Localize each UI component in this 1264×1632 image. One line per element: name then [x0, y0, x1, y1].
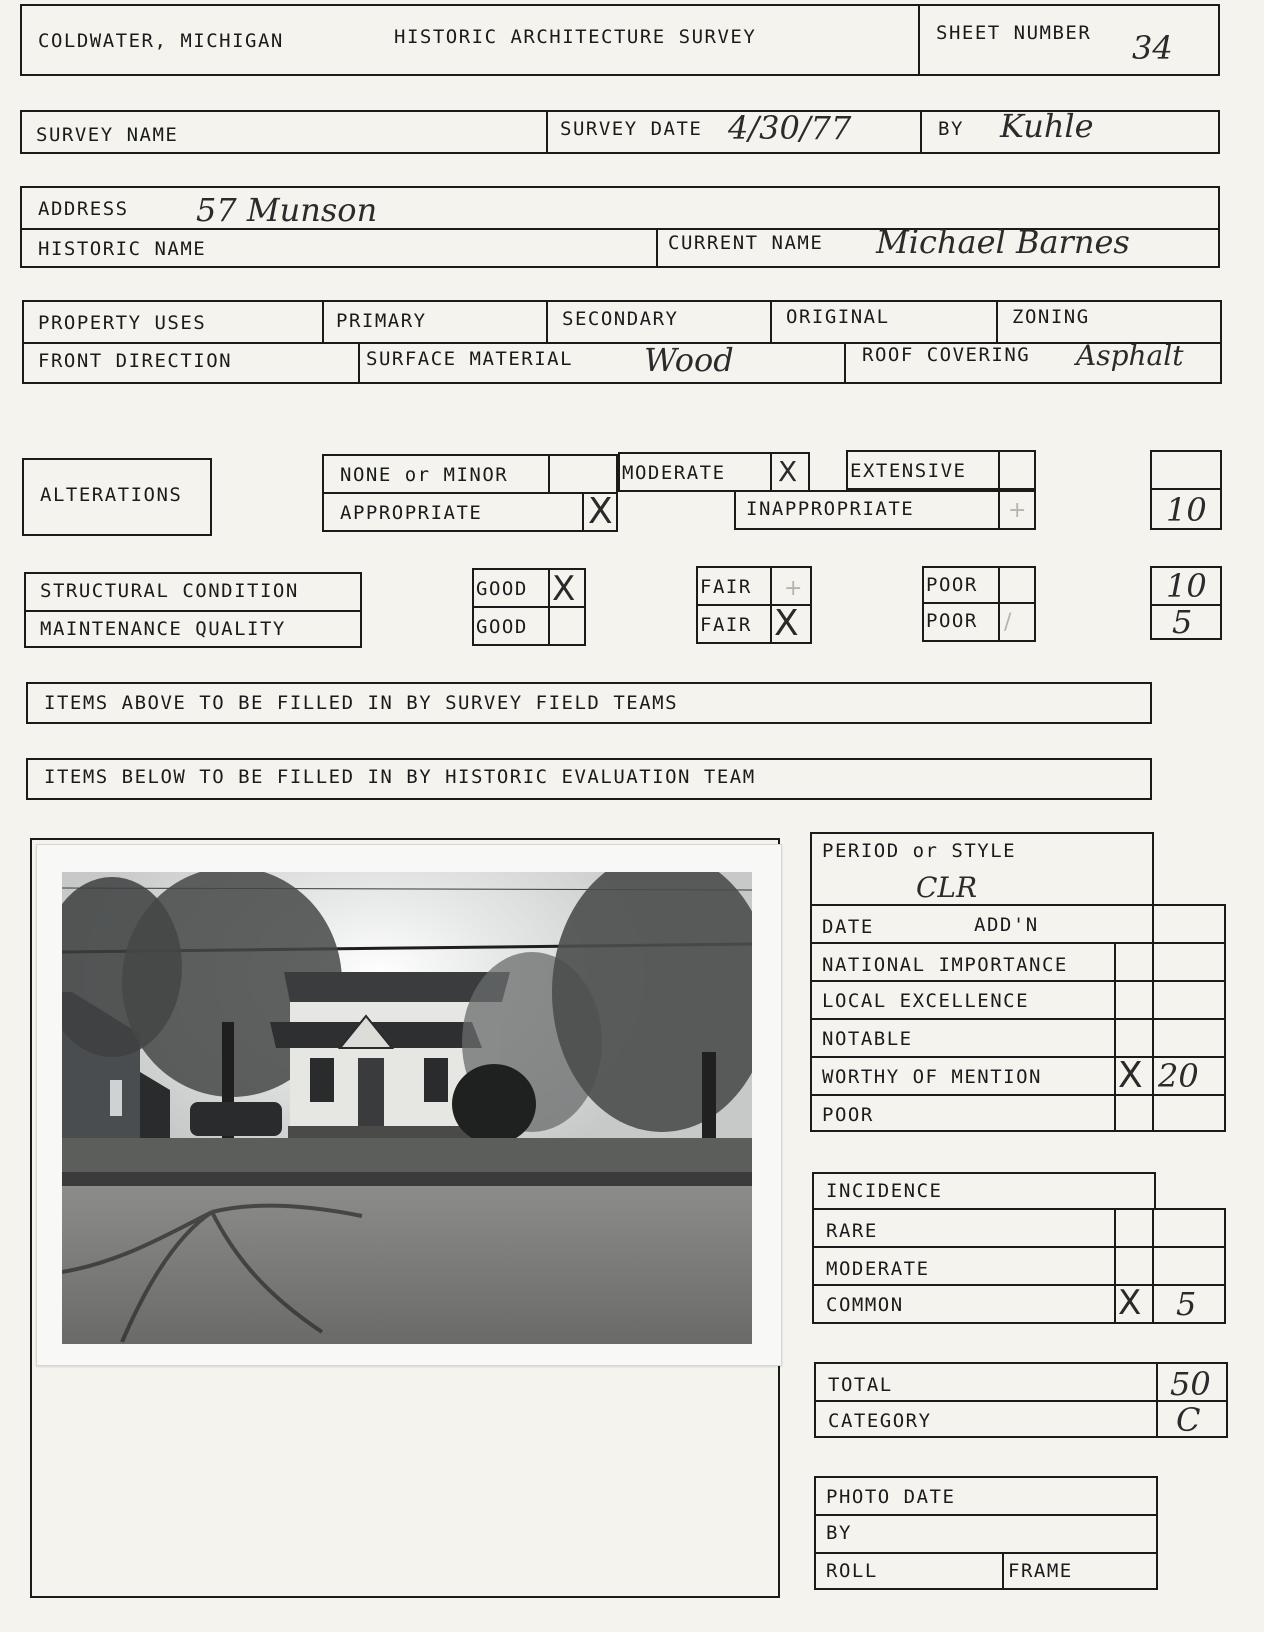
fair-structural-faint-mark: +	[784, 576, 803, 601]
structural-score: 10	[1166, 567, 1207, 605]
good-check-div	[548, 568, 550, 644]
incidence-label: INCIDENCE	[826, 1180, 943, 1202]
roof-covering-value: Asphalt	[1076, 339, 1184, 372]
survey-title: HISTORIC ARCHITECTURE SURVEY	[394, 26, 757, 48]
survey-name-label: SURVEY NAME	[36, 124, 179, 146]
fair-structural-label: FAIR	[700, 576, 752, 598]
moderate-check-div	[770, 452, 772, 490]
worthy-of-mention-label: WORTHY OF MENTION	[822, 1066, 1042, 1088]
eval-check-div	[1114, 942, 1116, 1130]
property-div-3	[770, 300, 772, 342]
property-div-6	[844, 342, 846, 382]
common-label: COMMON	[826, 1294, 904, 1316]
survey-divider-2	[920, 110, 922, 152]
eval-line-2	[810, 980, 1226, 982]
secondary-label: SECONDARY	[562, 308, 679, 330]
moderate-check: X	[778, 455, 798, 488]
property-div-2	[546, 300, 548, 342]
fair-check-div	[770, 566, 772, 642]
current-name-label: CURRENT NAME	[668, 232, 824, 254]
photo-by-label: BY	[826, 1522, 852, 1544]
appropriate-label: APPROPRIATE	[340, 502, 483, 524]
alterations-none-check-div	[548, 454, 550, 492]
zoning-label: ZONING	[1012, 306, 1090, 328]
survey-by-label: BY	[938, 118, 964, 140]
address-label: ADDRESS	[38, 198, 129, 220]
alterations-score: 10	[1166, 491, 1207, 529]
poor-maintenance-label: POOR	[926, 610, 978, 632]
good-structural-label: GOOD	[476, 578, 528, 600]
maintenance-fair-check: X	[774, 603, 799, 644]
alterations-score-mid	[1150, 488, 1222, 490]
survey-divider-1	[546, 110, 548, 152]
moderate-label: MODERATE	[622, 462, 726, 484]
address-value: 57 Munson	[196, 191, 378, 229]
house-photo-illustration	[62, 872, 752, 1344]
period-style-value: CLR	[916, 871, 978, 904]
poor-structural-label: POOR	[926, 574, 978, 596]
city-title: COLDWATER, MICHIGAN	[38, 30, 284, 52]
eval-line-1	[810, 942, 1226, 944]
alterations-label: ALTERATIONS	[40, 484, 183, 506]
photo-info-frame-div	[1002, 1552, 1004, 1588]
survey-by-value: Kuhle	[1000, 107, 1094, 145]
totals-mid	[814, 1400, 1228, 1402]
category-value: C	[1176, 1401, 1201, 1439]
current-name-value: Michael Barnes	[876, 223, 1130, 261]
inappropriate-label: INAPPROPRIATE	[746, 498, 915, 520]
totals-div	[1156, 1362, 1158, 1436]
incidence-score-div	[1152, 1208, 1154, 1322]
surface-material-value: Wood	[644, 341, 734, 379]
poor-mid	[922, 602, 1036, 604]
front-direction-label: FRONT DIRECTION	[38, 350, 233, 372]
maintenance-quality-label: MAINTENANCE QUALITY	[40, 618, 286, 640]
worthy-of-mention-score: 20	[1158, 1057, 1199, 1095]
roof-covering-label: ROOF COVERING	[862, 344, 1031, 366]
common-check: X	[1118, 1283, 1142, 1323]
local-excellence-label: LOCAL EXCELLENCE	[822, 990, 1030, 1012]
incidence-line-2	[812, 1284, 1226, 1286]
sheet-number-label: SHEET NUMBER	[936, 22, 1092, 44]
surface-material-label: SURFACE MATERIAL	[366, 348, 574, 370]
property-div-4	[996, 300, 998, 342]
poor-maintenance-faint-mark: /	[1004, 610, 1012, 635]
eval-line-3	[810, 1018, 1226, 1020]
property-uses-label: PROPERTY USES	[38, 312, 207, 334]
rare-label: RARE	[826, 1220, 878, 1242]
maintenance-score: 5	[1172, 603, 1193, 641]
alterations-appr-check-div	[582, 492, 584, 530]
property-div-5	[358, 342, 360, 382]
photo-date-label: PHOTO DATE	[826, 1486, 956, 1508]
eval-poor-label: POOR	[822, 1104, 874, 1126]
eval-date-label: DATE	[822, 916, 874, 938]
structural-condition-label: STRUCTURAL CONDITION	[40, 580, 299, 602]
original-label: ORIGINAL	[786, 306, 890, 328]
total-value: 50	[1170, 1365, 1211, 1403]
incidence-check-div	[1114, 1208, 1116, 1322]
condition-label-mid	[24, 610, 362, 612]
national-importance-label: NATIONAL IMPORTANCE	[822, 954, 1068, 976]
incidence-line-1	[812, 1246, 1226, 1248]
photo-info-line-2	[814, 1552, 1158, 1554]
sheet-number-value: 34	[1132, 29, 1173, 67]
note-below: ITEMS BELOW TO BE FILLED IN BY HISTORIC EVALUATION TEAM	[44, 766, 756, 788]
eval-score-div	[1152, 904, 1154, 1130]
notable-label: NOTABLE	[822, 1028, 913, 1050]
appropriate-check: X	[588, 491, 613, 532]
incidence-moderate-label: MODERATE	[826, 1258, 930, 1280]
frame-label: FRAME	[1008, 1560, 1073, 1582]
extensive-label: EXTENSIVE	[850, 460, 967, 482]
address-divider	[656, 228, 658, 266]
property-midline	[22, 342, 1222, 344]
photo-info-line-1	[814, 1514, 1158, 1516]
survey-date-label: SURVEY DATE	[560, 118, 703, 140]
total-label: TOTAL	[828, 1374, 893, 1396]
primary-label: PRIMARY	[336, 310, 427, 332]
house-photo	[62, 872, 752, 1344]
common-score: 5	[1176, 1285, 1197, 1323]
fair-maintenance-label: FAIR	[700, 614, 752, 636]
property-div-1	[322, 300, 324, 342]
inappropriate-faint-mark: +	[1008, 498, 1027, 523]
good-maintenance-label: GOOD	[476, 616, 528, 638]
eval-addn-label: ADD'N	[974, 914, 1039, 936]
header-divider	[918, 4, 920, 74]
none-minor-label: NONE or MINOR	[340, 464, 509, 486]
period-style-label: PERIOD or STYLE	[822, 840, 1017, 862]
worthy-of-mention-check: X	[1118, 1055, 1143, 1096]
historic-name-label: HISTORIC NAME	[38, 238, 207, 260]
alterations-left-mid	[322, 492, 618, 494]
note-above: ITEMS ABOVE TO BE FILLED IN BY SURVEY FIELD TEAMS	[44, 692, 679, 714]
category-label: CATEGORY	[828, 1410, 932, 1432]
poor-check-div	[998, 566, 1000, 640]
survey-date-value: 4/30/77	[728, 109, 852, 147]
structural-good-check: X	[552, 569, 576, 609]
roll-label: ROLL	[826, 1560, 878, 1582]
